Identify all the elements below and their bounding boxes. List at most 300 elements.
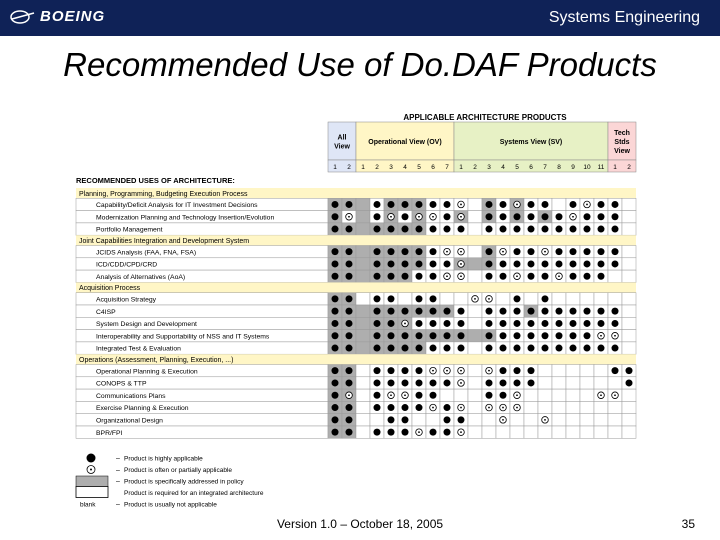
highly-applicable-mark xyxy=(528,379,535,386)
highly-applicable-mark xyxy=(346,308,353,315)
row-label: JCIDS Analysis (FAA, FNA, FSA) xyxy=(96,249,197,257)
row-label: Acquisition Strategy xyxy=(96,296,157,304)
highly-applicable-mark xyxy=(374,320,381,327)
matrix-cell xyxy=(552,198,566,210)
partially-applicable-dot xyxy=(488,298,490,300)
matrix-cell xyxy=(356,377,370,389)
partially-applicable-dot xyxy=(418,216,420,218)
highly-applicable-mark xyxy=(430,308,437,315)
highly-applicable-mark xyxy=(500,379,507,386)
matrix-cell xyxy=(356,270,370,282)
matrix-cell xyxy=(538,389,552,401)
partially-applicable-dot xyxy=(502,419,504,421)
partially-applicable-dot xyxy=(614,394,616,396)
highly-applicable-mark xyxy=(612,367,619,374)
matrix-cell xyxy=(356,342,370,354)
highly-applicable-mark xyxy=(500,345,507,352)
view-group-numbers xyxy=(608,160,636,172)
highly-applicable-mark xyxy=(388,379,395,386)
matrix-cell xyxy=(468,270,482,282)
row-label: BPR/FPI xyxy=(96,429,123,437)
highly-applicable-mark xyxy=(346,273,353,280)
highly-applicable-mark xyxy=(416,320,423,327)
highly-applicable-mark xyxy=(430,392,437,399)
matrix-cell xyxy=(566,293,580,305)
partially-applicable-dot xyxy=(446,370,448,372)
highly-applicable-mark xyxy=(598,308,605,315)
highly-applicable-mark xyxy=(346,429,353,436)
legend-blank-label: blank xyxy=(80,501,96,509)
matrix-cell xyxy=(454,389,468,401)
highly-applicable-mark xyxy=(402,379,409,386)
column-number: 1 xyxy=(613,164,617,171)
highly-applicable-mark xyxy=(542,320,549,327)
highly-applicable-mark xyxy=(514,379,521,386)
highly-applicable-mark xyxy=(332,273,339,280)
partially-applicable-dot xyxy=(432,407,434,409)
highly-applicable-mark xyxy=(570,260,577,267)
legend-text: Product is specifically addressed in policy xyxy=(124,478,244,486)
legend-dash: – xyxy=(116,501,120,509)
matrix-cell xyxy=(356,401,370,413)
highly-applicable-mark xyxy=(430,429,437,436)
highly-applicable-mark xyxy=(598,226,605,233)
highly-applicable-mark xyxy=(388,332,395,339)
highly-applicable-mark xyxy=(332,416,339,423)
uses-title: RECOMMENDED USES OF ARCHITECTURE: xyxy=(76,176,235,185)
highly-applicable-mark xyxy=(332,429,339,436)
highly-applicable-mark xyxy=(416,345,423,352)
partially-applicable-dot xyxy=(460,204,462,206)
matrix-cell xyxy=(622,389,636,401)
partially-applicable-dot xyxy=(446,251,448,253)
matrix-cell xyxy=(440,293,454,305)
highly-applicable-mark xyxy=(486,273,493,280)
highly-applicable-mark xyxy=(598,320,605,327)
matrix-cell xyxy=(580,365,594,377)
matrix-cell xyxy=(622,317,636,329)
matrix-cell xyxy=(552,414,566,426)
highly-applicable-mark xyxy=(346,295,353,302)
matrix-cell xyxy=(356,198,370,210)
highly-applicable-mark xyxy=(514,367,521,374)
highly-applicable-mark xyxy=(542,260,549,267)
view-group-label: View xyxy=(614,148,630,155)
highly-applicable-mark xyxy=(500,332,507,339)
highly-applicable-mark xyxy=(486,308,493,315)
row-label: Capability/Deficit Analysis for IT Investment Decisions xyxy=(96,202,258,210)
highly-applicable-mark xyxy=(612,260,619,267)
matrix-cell xyxy=(482,414,496,426)
highly-applicable-mark xyxy=(430,201,437,208)
highly-applicable-mark xyxy=(416,201,423,208)
matrix-cell xyxy=(594,401,608,413)
column-number: 7 xyxy=(445,164,449,171)
matrix-cell xyxy=(622,211,636,223)
highly-applicable-mark xyxy=(514,308,521,315)
highly-applicable-mark xyxy=(556,345,563,352)
highly-applicable-mark xyxy=(374,429,381,436)
matrix-cell xyxy=(468,330,482,342)
highly-applicable-mark xyxy=(598,213,605,220)
highly-applicable-mark xyxy=(346,248,353,255)
highly-applicable-mark xyxy=(444,226,451,233)
matrix-cell xyxy=(552,377,566,389)
partially-applicable-dot xyxy=(460,370,462,372)
highly-applicable-mark xyxy=(430,273,437,280)
row-label: ICD/CDD/CPD/CRD xyxy=(96,261,158,269)
highly-applicable-mark xyxy=(374,295,381,302)
highly-applicable-mark xyxy=(528,248,535,255)
row-label: Analysis of Alternatives (AoA) xyxy=(96,273,186,281)
matrix-cell xyxy=(608,293,622,305)
matrix-cell xyxy=(496,426,510,438)
highly-applicable-mark xyxy=(584,248,591,255)
partially-applicable-dot xyxy=(404,394,406,396)
highly-applicable-mark xyxy=(570,308,577,315)
matrix-cell xyxy=(468,342,482,354)
highly-applicable-mark xyxy=(444,213,451,220)
highly-applicable-mark xyxy=(388,345,395,352)
highly-applicable-mark xyxy=(500,213,507,220)
partially-applicable-dot xyxy=(488,370,490,372)
highly-applicable-mark xyxy=(416,379,423,386)
partially-applicable-dot xyxy=(460,431,462,433)
highly-applicable-mark xyxy=(332,320,339,327)
highly-applicable-mark xyxy=(402,201,409,208)
highly-applicable-mark xyxy=(486,379,493,386)
highly-applicable-mark xyxy=(458,416,465,423)
matrix-cell xyxy=(594,377,608,389)
highly-applicable-mark xyxy=(598,248,605,255)
legend-highly-icon xyxy=(87,454,96,463)
highly-applicable-mark xyxy=(374,392,381,399)
matrix-cell xyxy=(552,389,566,401)
legend-policy-swatch xyxy=(76,476,108,487)
highly-applicable-mark xyxy=(528,213,535,220)
partially-applicable-dot xyxy=(460,263,462,265)
highly-applicable-mark xyxy=(402,345,409,352)
highly-applicable-mark xyxy=(346,320,353,327)
highly-applicable-mark xyxy=(346,226,353,233)
highly-applicable-mark xyxy=(430,379,437,386)
highly-applicable-mark xyxy=(556,332,563,339)
matrix-cell xyxy=(594,414,608,426)
matrix-cell xyxy=(356,330,370,342)
highly-applicable-mark xyxy=(514,345,521,352)
matrix-cell xyxy=(580,426,594,438)
highly-applicable-mark xyxy=(332,345,339,352)
highly-applicable-mark xyxy=(332,295,339,302)
highly-applicable-mark xyxy=(332,248,339,255)
highly-applicable-mark xyxy=(500,226,507,233)
partially-applicable-dot xyxy=(348,216,350,218)
column-number: 7 xyxy=(543,164,547,171)
matrix-cell xyxy=(608,270,622,282)
column-number: 4 xyxy=(501,164,505,171)
column-number: 1 xyxy=(333,164,337,171)
highly-applicable-mark xyxy=(332,226,339,233)
highly-applicable-mark xyxy=(584,345,591,352)
logo-text: BOEING xyxy=(40,8,106,25)
partially-applicable-dot xyxy=(586,204,588,206)
highly-applicable-mark xyxy=(486,248,493,255)
row-label: Modernization Planning and Technology Insertion/Evolution xyxy=(96,214,275,222)
matrix-cell xyxy=(622,223,636,235)
highly-applicable-mark xyxy=(444,429,451,436)
matrix-cell xyxy=(552,426,566,438)
highly-applicable-mark xyxy=(374,308,381,315)
highly-applicable-mark xyxy=(332,213,339,220)
matrix-cell xyxy=(524,414,538,426)
highly-applicable-mark xyxy=(346,367,353,374)
highly-applicable-mark xyxy=(332,260,339,267)
matrix-cell xyxy=(468,258,482,270)
column-number: 3 xyxy=(487,164,491,171)
highly-applicable-mark xyxy=(542,332,549,339)
highly-applicable-mark xyxy=(486,392,493,399)
highly-applicable-mark xyxy=(626,379,633,386)
matrix-cell xyxy=(608,377,622,389)
matrix-cell xyxy=(524,426,538,438)
highly-applicable-mark xyxy=(500,260,507,267)
highly-applicable-mark xyxy=(430,345,437,352)
matrix-cell xyxy=(622,305,636,317)
highly-applicable-mark xyxy=(542,273,549,280)
matrix-cell xyxy=(622,426,636,438)
matrix-cell xyxy=(454,293,468,305)
highly-applicable-mark xyxy=(570,332,577,339)
matrix-cell xyxy=(552,365,566,377)
matrix-cell xyxy=(468,414,482,426)
row-label: Portfolio Management xyxy=(96,226,163,234)
highly-applicable-mark xyxy=(486,201,493,208)
matrix-cell xyxy=(608,426,622,438)
highly-applicable-mark xyxy=(346,201,353,208)
highly-applicable-mark xyxy=(514,332,521,339)
matrix-cell xyxy=(356,365,370,377)
highly-applicable-mark xyxy=(458,320,465,327)
highly-applicable-mark xyxy=(416,260,423,267)
highly-applicable-mark xyxy=(500,320,507,327)
partially-applicable-dot xyxy=(572,216,574,218)
matrix-cell xyxy=(594,293,608,305)
highly-applicable-mark xyxy=(388,429,395,436)
legend-integrated-swatch xyxy=(76,487,108,498)
highly-applicable-mark xyxy=(444,345,451,352)
highly-applicable-mark xyxy=(584,332,591,339)
highly-applicable-mark xyxy=(346,260,353,267)
highly-applicable-mark xyxy=(612,248,619,255)
highly-applicable-mark xyxy=(486,260,493,267)
highly-applicable-mark xyxy=(584,260,591,267)
highly-applicable-mark xyxy=(514,248,521,255)
partially-applicable-dot xyxy=(614,335,616,337)
matrix-cell xyxy=(622,401,636,413)
legend-text: Product is required for an integrated architecture xyxy=(124,490,264,497)
highly-applicable-mark xyxy=(374,367,381,374)
legend-dash: – xyxy=(116,467,120,474)
highly-applicable-mark xyxy=(388,248,395,255)
highly-applicable-mark xyxy=(402,213,409,220)
highly-applicable-mark xyxy=(374,273,381,280)
matrix-cell xyxy=(566,414,580,426)
column-number: 5 xyxy=(417,164,421,171)
highly-applicable-mark xyxy=(570,273,577,280)
matrix-cell xyxy=(622,293,636,305)
highly-applicable-mark xyxy=(500,201,507,208)
highly-applicable-mark xyxy=(388,416,395,423)
highly-applicable-mark xyxy=(388,295,395,302)
slide-title: Recommended Use of Do.DAF Products xyxy=(63,46,657,83)
matrix-top-title: APPLICABLE ARCHITECTURE PRODUCTS xyxy=(403,113,567,122)
matrix-cell xyxy=(468,365,482,377)
highly-applicable-mark xyxy=(374,332,381,339)
highly-applicable-mark xyxy=(374,379,381,386)
row-label: C4ISP xyxy=(96,308,116,316)
matrix-cell xyxy=(524,401,538,413)
partially-applicable-dot xyxy=(404,323,406,325)
highly-applicable-mark xyxy=(514,320,521,327)
highly-applicable-mark xyxy=(542,295,549,302)
matrix-cell xyxy=(524,293,538,305)
highly-applicable-mark xyxy=(332,367,339,374)
legend-dash: – xyxy=(116,455,120,463)
highly-applicable-mark xyxy=(430,295,437,302)
partially-applicable-dot xyxy=(516,407,518,409)
legend-partial-dot xyxy=(90,469,92,471)
highly-applicable-mark xyxy=(458,332,465,339)
matrix-cell xyxy=(622,270,636,282)
partially-applicable-dot xyxy=(348,394,350,396)
view-group-numbers xyxy=(328,160,356,172)
row-label: Communications Plans xyxy=(96,392,166,400)
matrix-cell xyxy=(538,426,552,438)
matrix-cell xyxy=(468,401,482,413)
matrix-cell xyxy=(580,389,594,401)
matrix-cell xyxy=(566,401,580,413)
highly-applicable-mark xyxy=(346,345,353,352)
matrix-cell xyxy=(356,258,370,270)
matrix-cell xyxy=(398,293,412,305)
highly-applicable-mark xyxy=(458,226,465,233)
highly-applicable-mark xyxy=(528,320,535,327)
highly-applicable-mark xyxy=(486,345,493,352)
column-number: 8 xyxy=(557,164,561,171)
highly-applicable-mark xyxy=(556,308,563,315)
column-number: 4 xyxy=(403,164,407,171)
highly-applicable-mark xyxy=(626,367,633,374)
matrix-cell xyxy=(440,389,454,401)
partially-applicable-dot xyxy=(446,275,448,277)
partially-applicable-dot xyxy=(516,204,518,206)
highly-applicable-mark xyxy=(430,226,437,233)
legend-text: Product is highly applicable xyxy=(124,455,203,463)
highly-applicable-mark xyxy=(402,367,409,374)
matrix-cell xyxy=(468,426,482,438)
highly-applicable-mark xyxy=(444,260,451,267)
highly-applicable-mark xyxy=(528,308,535,315)
highly-applicable-mark xyxy=(458,308,465,315)
row-label: Interoperability and Supportability of NSS and IT Systems xyxy=(96,333,270,341)
matrix-cell xyxy=(622,246,636,258)
matrix-cell xyxy=(412,414,426,426)
column-number: 6 xyxy=(529,164,533,171)
row-label: Integrated Test & Evaluation xyxy=(96,345,181,353)
highly-applicable-mark xyxy=(444,379,451,386)
highly-applicable-mark xyxy=(444,320,451,327)
view-group-label: All xyxy=(337,134,347,142)
matrix-cell xyxy=(496,293,510,305)
highly-applicable-mark xyxy=(584,226,591,233)
matrix-cell xyxy=(552,293,566,305)
partially-applicable-dot xyxy=(460,251,462,253)
matrix-cell xyxy=(580,377,594,389)
highly-applicable-mark xyxy=(500,308,507,315)
highly-applicable-mark xyxy=(528,273,535,280)
partially-applicable-dot xyxy=(516,275,518,277)
partially-applicable-dot xyxy=(558,275,560,277)
highly-applicable-mark xyxy=(430,320,437,327)
highly-applicable-mark xyxy=(486,213,493,220)
highly-applicable-mark xyxy=(598,201,605,208)
matrix-cell xyxy=(552,401,566,413)
section-title: Planning, Programming, Budgeting Execution Process xyxy=(79,190,248,198)
highly-applicable-mark xyxy=(416,332,423,339)
matrix-cell xyxy=(608,414,622,426)
highly-applicable-mark xyxy=(430,332,437,339)
highly-applicable-mark xyxy=(458,345,465,352)
highly-applicable-mark xyxy=(374,404,381,411)
matrix-cell xyxy=(538,401,552,413)
highly-applicable-mark xyxy=(346,404,353,411)
highly-applicable-mark xyxy=(542,213,549,220)
highly-applicable-mark xyxy=(528,345,535,352)
highly-applicable-mark xyxy=(556,260,563,267)
section-title: Operations (Assessment, Planning, Execution, ...) xyxy=(79,357,234,364)
matrix-cell xyxy=(468,246,482,258)
highly-applicable-mark xyxy=(486,320,493,327)
partially-applicable-dot xyxy=(460,407,462,409)
highly-applicable-mark xyxy=(402,332,409,339)
matrix-cell xyxy=(426,414,440,426)
matrix-cell xyxy=(622,258,636,270)
matrix-cell xyxy=(566,377,580,389)
legend-dash: – xyxy=(116,478,120,486)
matrix-cell xyxy=(524,389,538,401)
matrix-cell xyxy=(622,342,636,354)
highly-applicable-mark xyxy=(444,416,451,423)
highly-applicable-mark xyxy=(570,226,577,233)
highly-applicable-mark xyxy=(332,308,339,315)
partially-applicable-dot xyxy=(600,394,602,396)
highly-applicable-mark xyxy=(500,392,507,399)
highly-applicable-mark xyxy=(612,201,619,208)
page-number: 35 xyxy=(681,517,695,531)
highly-applicable-mark xyxy=(486,226,493,233)
section-band xyxy=(76,282,636,292)
column-number: 5 xyxy=(515,164,519,171)
highly-applicable-mark xyxy=(388,201,395,208)
highly-applicable-mark xyxy=(416,248,423,255)
highly-applicable-mark xyxy=(346,379,353,386)
highly-applicable-mark xyxy=(570,201,577,208)
highly-applicable-mark xyxy=(430,248,437,255)
highly-applicable-mark xyxy=(416,392,423,399)
highly-applicable-mark xyxy=(430,260,437,267)
partially-applicable-dot xyxy=(488,407,490,409)
highly-applicable-mark xyxy=(612,345,619,352)
